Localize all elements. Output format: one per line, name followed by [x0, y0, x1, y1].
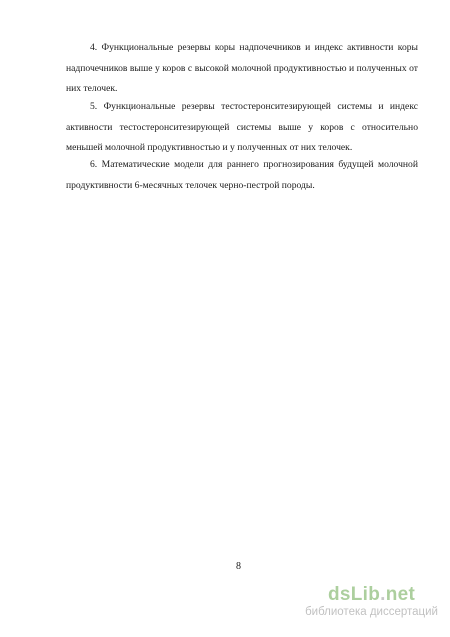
paragraph-conclusion-6: 6. Математические модели для раннего прогнозирования будущей молочной продуктивности 6-месячных телочек черно-пестрой породы.: [66, 159, 418, 191]
watermark-logo: [305, 585, 438, 605]
watermark-logo-tld: net: [385, 584, 416, 605]
page-number: 8: [236, 561, 241, 572]
watermark: [305, 585, 438, 619]
paragraph-conclusion-5: 5. Функциональные резервы тестостеронситезирующей системы и индекс активности тестостеронситезирующей системы выше у коров с относительно меньшей молочной продуктивностью и у полученных от них телочек.: [66, 101, 418, 153]
watermark-logo-main: dsLib: [327, 584, 381, 605]
watermark-subtitle: библиотека диссертаций: [305, 606, 438, 618]
paragraph-conclusion-4: 4. Функциональные резервы коры надпочечников и индекс активности коры надпочечников выше у коров с высокой молочной продуктивностью и полученных от них телочек.: [66, 42, 418, 94]
watermark-logo-dot: .: [380, 584, 386, 605]
